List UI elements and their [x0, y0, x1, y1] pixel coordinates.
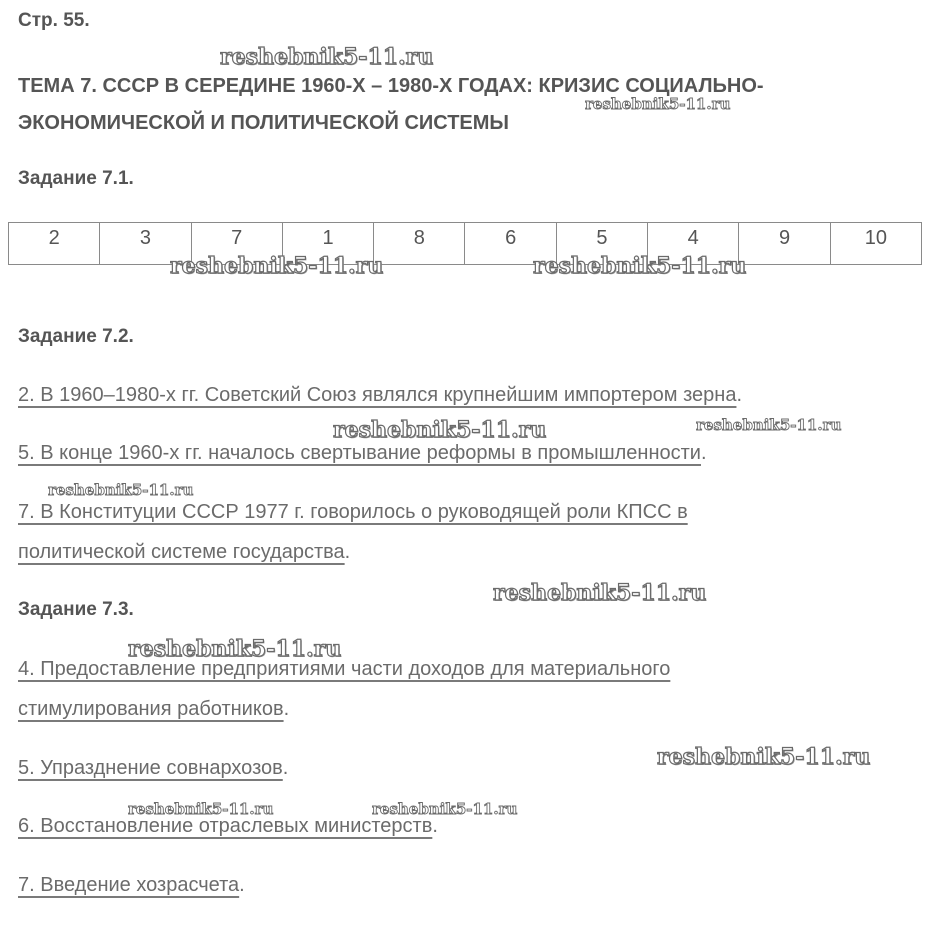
watermark: reshebnik5-11.ru	[585, 95, 731, 113]
watermark: reshebnik5-11.ru	[657, 744, 871, 770]
watermark: reshebnik5-11.ru	[333, 417, 547, 443]
answer-cell: 3	[100, 223, 191, 265]
page-number: Стр. 55.	[18, 10, 90, 31]
task-7-3-answer-3	[18, 806, 438, 846]
answer-text-line-2: политической системе государства	[18, 541, 345, 563]
answer-end: .	[700, 442, 707, 464]
watermark: reshebnik5-11.ru	[372, 800, 518, 818]
answer-end: .	[283, 698, 290, 720]
task-7-1-heading: Задание 7.1.	[18, 168, 134, 189]
answer-cell: 9	[739, 223, 830, 265]
answer-cell: 1	[282, 223, 373, 265]
answer-text: 5. Упразднение совнархозов	[18, 757, 283, 779]
watermark: reshebnik5-11.ru	[48, 481, 194, 499]
task-7-2-answer-1	[18, 375, 742, 415]
answer-text-line-2: стимулирования работников	[18, 698, 284, 720]
answer-text: 7. Введение хозрасчета	[18, 874, 240, 896]
answer-end: .	[344, 541, 351, 563]
watermark: reshebnik5-11.ru	[533, 253, 747, 279]
answer-table-row	[9, 223, 922, 265]
topic-title-line-2: ЭКОНОМИЧЕСКОЙ И ПОЛИТИЧЕСКОЙ СИСТЕМЫ	[18, 112, 510, 134]
answer-cell: 4	[648, 223, 739, 265]
answer-end: .	[282, 757, 289, 779]
answer-text: 2. В 1960–1980-х гг. Советский Союз являлся крупнейшим импортером зерна	[18, 384, 737, 406]
answer-cell: 2	[9, 223, 100, 265]
answer-end: .	[432, 815, 438, 837]
answer-end: .	[736, 384, 743, 406]
answer-text-line-1: 7. В Конституции СССР 1977 г. говорилось о руководящей роли КПСС в	[18, 501, 688, 523]
watermark: reshebnik5-11.ru	[696, 416, 842, 434]
answer-cell: 7	[191, 223, 282, 265]
topic-title	[18, 68, 918, 142]
task-7-2-heading: Задание 7.2.	[18, 326, 134, 347]
task-7-3-heading: Задание 7.3.	[18, 599, 134, 620]
watermark: reshebnik5-11.ru	[220, 44, 434, 70]
watermark: reshebnik5-11.ru	[128, 636, 342, 662]
answer-text: 5. В конце 1960-х гг. началось свертывание реформы в промышленности	[18, 442, 701, 464]
task-7-3-answer-1	[18, 649, 670, 729]
watermark: reshebnik5-11.ru	[493, 580, 707, 606]
answer-cell: 8	[374, 223, 465, 265]
task-7-3-answer-4	[18, 865, 245, 905]
task-7-2-answer-2	[18, 433, 707, 473]
watermark: reshebnik5-11.ru	[128, 800, 274, 818]
task-7-2-answer-3	[18, 492, 688, 572]
answer-text-line-1: 4. Предоставление предприятиями части доходов для материального	[18, 658, 671, 680]
answer-cell: 10	[830, 223, 921, 265]
answer-cell: 5	[556, 223, 647, 265]
answer-text: 6. Восстановление отраслевых министерств	[18, 815, 433, 837]
watermark: reshebnik5-11.ru	[170, 253, 384, 279]
topic-title-line-1: ТЕМА 7. СССР В СЕРЕДИНЕ 1960-Х – 1980-Х ГОДАХ: КРИЗИС СОЦИАЛЬНО-	[18, 75, 764, 97]
task-7-1-answer-table	[8, 222, 922, 265]
answer-cell: 6	[465, 223, 556, 265]
task-7-3-answer-2	[18, 748, 288, 788]
answer-end: .	[239, 874, 245, 896]
